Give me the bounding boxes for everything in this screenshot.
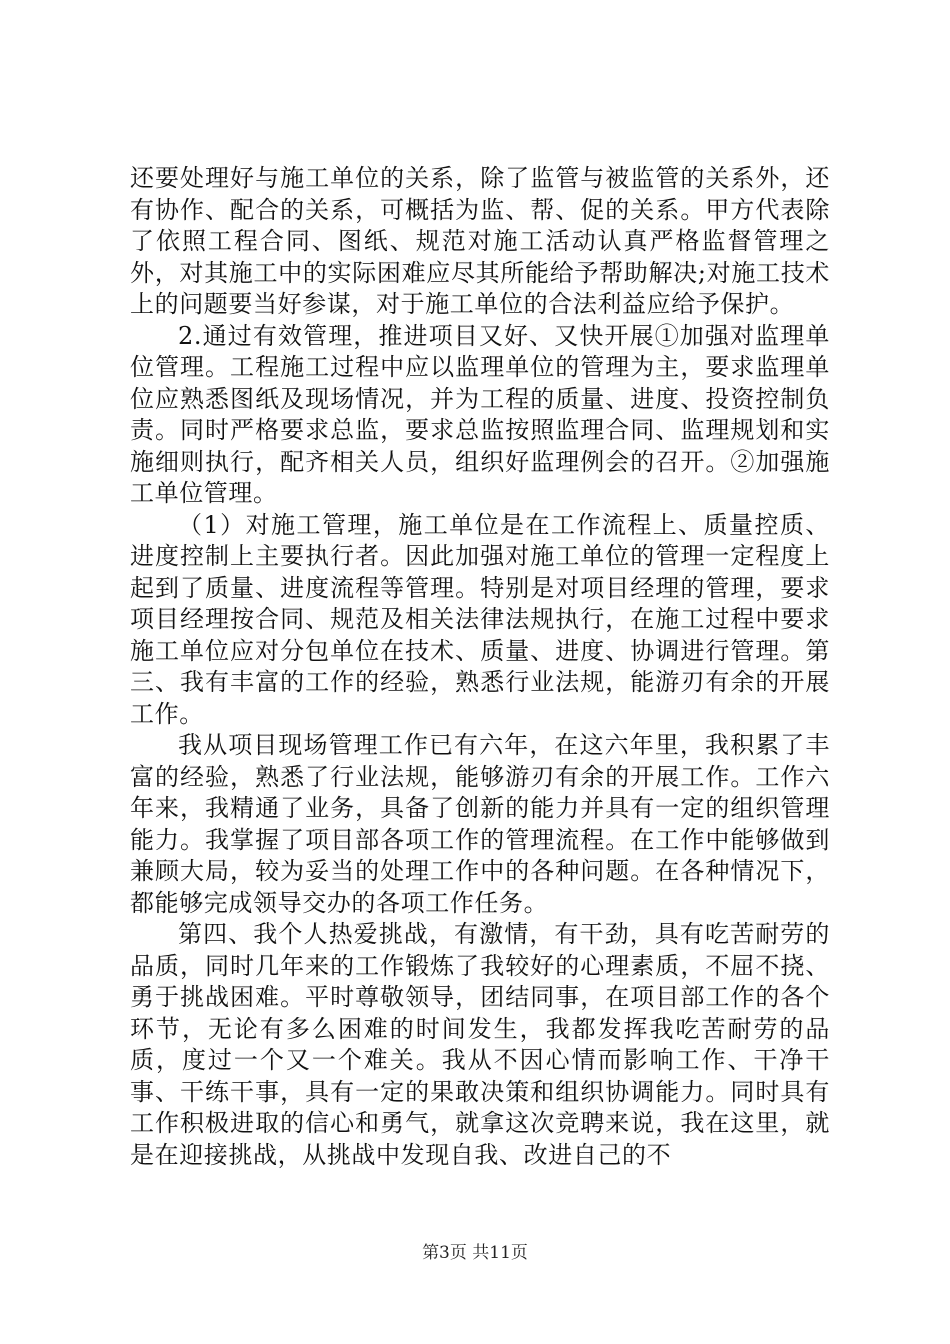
page-number-footer: 第3页 共11页 [422,1243,528,1263]
paragraph-4: 我从项目现场管理工作已有六年，在这六年里，我积累了丰富的经验，熟悉了行业法规，能够游刃有余的开展工作。工作六年来，我精通了业务，具备了创新的能力并具有一定的组织管理能力。我掌握了项目部各项工作的管理流程。在工作中能够做到兼顾大局，较为妥当的处理工作中的各种问题。在各种情况下，都能够完成领导交办的各项工作任务。 [130,731,830,917]
paragraph-1: 还要处理好与施工单位的关系，除了监管与被监管的关系外，还有协作、配合的关系，可概括为监、帮、促的关系。甲方代表除了依照工程合同、图纸、规范对施工活动认真严格监督管理之外，对其施工中的实际困难应尽其所能给予帮助解决;对施工技术上的问题要当好参谋，对于施工单位的合法利益应给予保护。 [130,164,830,318]
paragraph-2: 2.通过有效管理，推进项目又好、又快开展①加强对监理单位管理。工程施工过程中应以监理单位的管理为主，要求监理单位应熟悉图纸及现场情况，并为工程的质量、进度、投资控制负责。同时严格要求总监，要求总监按照监理合同、监理规划和实施细则执行，配齐相关人员，组织好监理例会的召开。②加强施工单位管理。 [130,321,830,507]
paragraph-5: 第四、我个人热爱挑战，有激情，有干劲，具有吃苦耐劳的品质，同时几年来的工作锻炼了我较好的心理素质，不屈不挠、勇于挑战困难。平时尊敬领导，团结同事，在项目部工作的各个环节，无论有多么困难的时间发生，我都发挥我吃苦耐劳的品质，度过一个又一个难关。我从不因心情而影响工作、干净干事、干练干事，具有一定的果敢决策和组织协调能力。同时具有工作积极进取的信心和勇气，就拿这次竞聘来说，我在这里，就是在迎接挑战，从挑战中发现自我、改进自己的不 [130,920,830,1169]
paragraph-3: （1）对施工管理，施工单位是在工作流程上、质量控质、进度控制上主要执行者。因此加强对施工单位的管理一定程度上起到了质量、进度流程等管理。特别是对项目经理的管理，要求项目经理按合同、规范及相关法律法规执行，在施工过程中要求施工单位应对分包单位在技术、质量、进度、协调进行管理。第三、我有丰富的工作的经验，熟悉行业法规，能游刃有余的开展工作。 [130,510,830,728]
document-body [130,163,830,1171]
